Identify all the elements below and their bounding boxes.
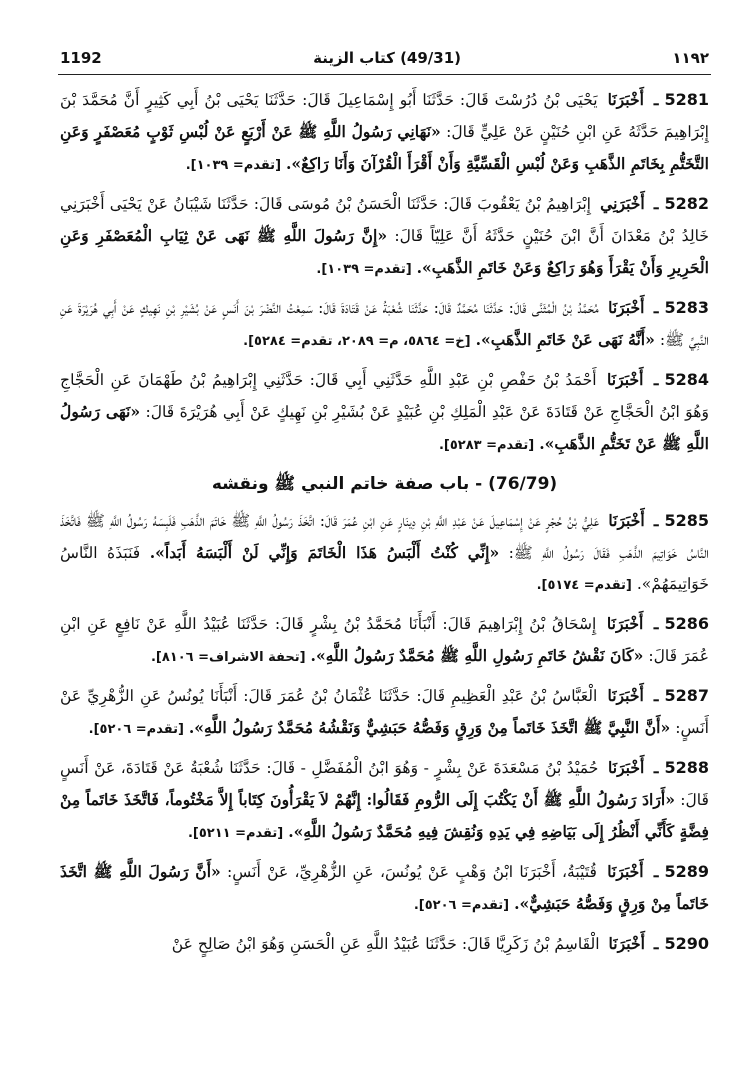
hadith-opening: أَخْبَرَنَا (607, 686, 644, 705)
hadith-entry: 5282ـ أَخْبَرَنِي إِبْرَاهِيمُ بْنُ يَعْقُوبَ قَالَ: حَدَّثَنَا الْحَسَنُ بْنُ مُوسَى قَالَ: حَدَّثَنَا شَيْبَانُ عَنْ يَحْيَى أَخْبَرَنِي خَالِدُ بْنُ مَعْدَانَ أَنَّ ابْنَ حُنَيْنٍ حَدَّثَهُ أَنَّ عَلِيّاً قَالَ: «إِنَّ رَسُولَ اللَّهِ ﷺ نَهَى عَنْ ثِيَابِ الْمُعَصْفَرِ وَعَنِ الْحَرِيرِ وَأَنْ يَقْرَأَ وَهُوَ رَاكِعٌ وَعَنْ خَاتَمِ الذَّهَبِ». [تقدم= ١٠٣٩]. (60, 194, 710, 277)
hadith-entry: 5281ـ أَخْبَرَنَا يَحْيَى بْنُ دُرُسْتَ قَالَ: حَدَّثَنَا أَبُو إِسْمَاعِيلَ قَالَ: حَدَّثَنَا يَحْيَى بْنُ أَبِي كَثِيرٍ أَنَّ مُحَمَّدَ بْنَ إِبْرَاهِيمَ حَدَّثَهُ عَنِ ابْنِ حُنَيْنٍ عَنْ عَلِيٍّ قَالَ: «نَهَانِي رَسُولُ اللَّهِ ﷺ عَنْ أَرْبَعٍ عَنْ لُبْسِ ثَوْبٍ مُعَصْفَرٍ وَعَنِ التَّخَتُّمِ بِخَاتَمِ الذَّهَبِ وَعَنْ لُبْسِ الْقَسِّيَّةِ وَأَنْ أَقْرَأَ الْقُرْآنَ وَأَنَا رَاكِعٌ». [تقدم= ١٠٣٩]. (60, 90, 709, 173)
hadith-reference: [خ= ٥٨٦٤، م= ٢٠٨٩، تقدم= ٥٢٨٤]. (243, 334, 471, 349)
hadith-quote: «إِنَّ رَسُولَ اللَّهِ ﷺ نَهَى عَنْ ثِيَابِ الْمُعَصْفَرِ وَعَنِ الْحَرِيرِ وَأَنْ يَقْرَأَ وَهُوَ رَاكِعٌ وَعَنْ خَاتَمِ الذَّهَبِ». (60, 226, 709, 277)
hadith-reference: [تقدم= ٥١٧٤]. (536, 578, 632, 593)
hadith-entry: 5289ـ أَخْبَرَنَا قُتَيْبَةُ، أَخْبَرَنَا ابْنُ وَهْبٍ عَنْ يُونُسَ، عَنِ الزُّهْرِيِّ، عَنْ أَنَسٍ: «أَنَّ رَسُولَ اللَّهِ ﷺ اتَّخَذَ خَاتَماً مِنْ وَرِقٍ وَفَصُّهُ حَبَشِيٌّ». [تقدم= ٥٢٠٦]. (60, 862, 709, 913)
hadith-chain: الْعَبَّاسُ بْنُ عَبْدِ الْعَظِيمِ قَالَ: حَدَّثَنَا عُثْمَانُ بْنُ عُمَرَ قَالَ: أَنْبَأَنَا يُونُسُ عَنِ الزُّهْرِيِّ عَنْ أَنَسٍ: (60, 687, 709, 737)
hadith-opening: أَخْبَرَنَا (607, 90, 644, 109)
hadith-entry: 5284ـ أَخْبَرَنَا أَحْمَدُ بْنُ حَفْصِ بْنِ عَبْدِ اللَّهِ حَدَّثَنِي أَبِي قَالَ: حَدَّثَنِي إِبْرَاهِيمُ بْنُ طَهْمَانَ عَنِ الْحَجَّاجِ وَهُوَ ابْنُ الْحَجَّاجِ عَنْ قَتَادَةَ عَنْ عَبْدِ الْمَلِكِ بْنِ عُبَيْدٍ عَنْ بُشَيْرِ بْنِ نَهِيكٍ عَنْ أَبِي هُرَيْرَةَ قَالَ: «نَهَى رَسُولُ اللَّهِ ﷺ عَنْ تَخَتُّمِ الذَّهَبِ». [تقدم= ٥٢٨٣]. (60, 370, 709, 453)
hadith-chain: الْقَاسِمُ بْنُ زَكَرِيَّا قَالَ: حَدَّثَنَا عُبَيْدُ اللَّهِ عَنِ الْحَسَنِ وَهُوَ ابْنُ صَالِحٍ عَنْ (171, 935, 600, 953)
hadith-reference: [تحفة الاشراف= ٨١٠٦]. (150, 650, 306, 665)
hadith-reference: [تقدم= ١٠٣٩]. (316, 262, 412, 277)
page-header (60, 46, 709, 70)
hadith-opening: أَخْبَرَنَا (606, 614, 644, 633)
hadith-chain: عَلِيُّ بْنُ حُجْرٍ عَنْ إِسْمَاعِيلَ عَنْ عَبْدِ اللَّهِ بْنِ دِينَارٍ عَنِ ابْنِ عُمَرَ قَالَ: اتَّخَذَ رَسُولُ اللَّهِ ﷺ خَاتَمَ الذَّهَبِ فَلَبِسَهُ رَسُولُ اللَّهِ ﷺ فَاتَّخَذَ النَّاسُ خَوَاتِيمَ الذَّهَبِ فَقَالَ رَسُولُ اللَّهِ ﷺ: (60, 512, 709, 562)
hadith-chain: قُتَيْبَةُ، أَخْبَرَنَا ابْنُ وَهْبٍ عَنْ يُونُسَ، عَنِ الزُّهْرِيِّ، عَنْ أَنَسٍ: (227, 863, 597, 881)
hadith-opening: أَخْبَرَنَا (607, 370, 644, 389)
hadith-quote: «أَنَّهُ نَهَى عَنْ خَاتَمِ الذَّهَبِ». (475, 330, 655, 349)
hadith-quote: «كَانَ نَقْشُ خَاتَمِ رَسُولِ اللَّهِ ﷺ مُحَمَّدٌ رَسُولُ اللَّهِ». (310, 646, 644, 665)
book-title: (49/31) كتاب الزينة (313, 49, 462, 67)
hadith-quote: «نَهَى رَسُولُ اللَّهِ ﷺ عَنْ تَخَتُّمِ الذَّهَبِ». (60, 402, 709, 453)
hadith-entry: 5283ـ أَخْبَرَنَا مُحَمَّدُ بْنُ الْمُثَنَّى قَالَ: حَدَّثَنَا مُحَمَّدٌ قَالَ: حَدَّثَنَا شُعْبَةُ عَنْ قَتَادَةَ قَالَ: سَمِعْتُ النَّضْرَ بْنَ أَنَسٍ عَنْ بُشَيْرِ بْنِ نَهِيكٍ عَنْ أَبِي هُرَيْرَةَ عَنِ النَّبِيِّ ﷺ: «أَنَّهُ نَهَى عَنْ خَاتَمِ الذَّهَبِ». [خ= ٥٨٦٤، م= ٢٠٨٩، تقدم= ٥٢٨٤]. (60, 298, 709, 349)
hadith-entry: 5286ـ أَخْبَرَنَا إِسْحَاقُ بْنُ إِبْرَاهِيمَ قَالَ: أَنْبَأَنَا مُحَمَّدُ بْنُ بِشْرٍ قَالَ: حَدَّثَنَا عُبَيْدُ اللَّهِ عَنْ نَافِعٍ عَنِ ابْنِ عُمَرَ قَالَ: «كَانَ نَقْشُ خَاتَمِ رَسُولِ اللَّهِ ﷺ مُحَمَّدٌ رَسُولُ اللَّهِ». [تحفة الاشراف= ٨١٠٦]. (60, 614, 709, 665)
hadith-chain: يَحْيَى بْنُ دُرُسْتَ قَالَ: حَدَّثَنَا أَبُو إِسْمَاعِيلَ قَالَ: حَدَّثَنَا يَحْيَى بْنُ أَبِي كَثِيرٍ أَنَّ مُحَمَّدَ بْنَ إِبْرَاهِيمَ حَدَّثَهُ عَنِ ابْنِ حُنَيْنٍ عَنْ عَلِيٍّ قَالَ: (60, 91, 709, 141)
header-rule (58, 74, 711, 75)
hadith-quote: «إِنِّي كُنْتُ أَلْبَسُ هَذَا الْخَاتَمَ وَإِنِّي لَنْ أَلْبَسَهُ أَبَداً». (149, 543, 500, 562)
hadith-chain: إِسْحَاقُ بْنُ إِبْرَاهِيمَ قَالَ: أَنْبَأَنَا مُحَمَّدُ بْنُ بِشْرٍ قَالَ: حَدَّثَنَا عُبَيْدُ اللَّهِ عَنْ نَافِعٍ عَنِ ابْنِ عُمَرَ قَالَ: (60, 615, 709, 665)
hadith-reference: [تقدم= ١٠٣٩]. (185, 158, 282, 173)
hadith-opening: أَخْبَرَنَا (608, 511, 645, 530)
hadith-quote: «أَنَّ النَّبِيَّ ﷺ اتَّخَذَ خَاتَماً مِنْ وَرِقٍ وَفَصُّهُ حَبَشِيٌّ وَنَقْشُهُ مُحَمَّدٌ رَسُولُ اللَّهِ». (188, 718, 671, 737)
hadith-number: 5288 (664, 758, 709, 777)
hadith-opening: أَخْبَرَنَا (608, 934, 645, 953)
hadith-number: 5285 (664, 511, 709, 530)
chapter-title: - باب صفة خاتم النبي ﷺ ونقشه (211, 474, 483, 494)
hadith-entry: 5288ـ أَخْبَرَنَا حُمَيْدُ بْنُ مَسْعَدَةَ عَنْ بِشْرٍ - وَهُوَ ابْنُ الْمُفَضَّلِ - قَالَ: حَدَّثَنَا شُعْبَةُ عَنْ قَتَادَةَ، عَنْ أَنَسٍ قَالَ: «أَرَادَ رَسُولُ اللَّهِ ﷺ أَنْ يَكْتُبَ إِلَى الرُّومِ فَقَالُوا: إِنَّهُمْ لاَ يَقْرَأُونَ كِتَاباً إِلاَّ مَخْتُوماً، فَاتَّخَذَ خَاتَماً مِنْ فِضَّةٍ كَأَنِّي أَنْظُرُ إِلَى بَيَاضِهِ فِي يَدِهِ وَنُقِشَ فِيهِ مُحَمَّدٌ رَسُولُ اللَّهِ». [تقدم= ٥٢١١]. (60, 758, 709, 841)
hadith-entry: 5285ـ أَخْبَرَنَا عَلِيُّ بْنُ حُجْرٍ عَنْ إِسْمَاعِيلَ عَنْ عَبْدِ اللَّهِ بْنِ دِينَارٍ عَنِ ابْنِ عُمَرَ قَالَ: اتَّخَذَ رَسُولُ اللَّهِ ﷺ خَاتَمَ الذَّهَبِ فَلَبِسَهُ رَسُولُ اللَّهِ ﷺ فَاتَّخَذَ النَّاسُ خَوَاتِيمَ الذَّهَبِ فَقَالَ رَسُولُ اللَّهِ ﷺ: «إِنِّي كُنْتُ أَلْبَسُ هَذَا الْخَاتَمَ وَإِنِّي لَنْ أَلْبَسَهُ أَبَداً». فَنَبَذَهُ النَّاسُ خَوَاتِيمَهُمْ». [تقدم= ٥١٧٤]. (60, 511, 709, 593)
hadith-tail: فَنَبَذَهُ النَّاسُ خَوَاتِيمَهُمْ». (60, 544, 709, 593)
hadith-opening: أَخْبَرَنَا (607, 758, 645, 777)
hadith-number: 5284 (664, 370, 709, 389)
hadith-quote: «أَرَادَ رَسُولُ اللَّهِ ﷺ أَنْ يَكْتُبَ إِلَى الرُّومِ فَقَالُوا: إِنَّهُمْ لاَ يَقْرَأُونَ كِتَاباً إِلاَّ مَخْتُوماً، فَاتَّخَذَ خَاتَماً مِنْ فِضَّةٍ كَأَنِّي أَنْظُرُ إِلَى بَيَاضِهِ فِي يَدِهِ وَنُقِشَ فِيهِ مُحَمَّدٌ رَسُولُ اللَّهِ». (60, 790, 709, 841)
hadith-opening: أَخْبَرَنِي (600, 194, 645, 213)
hadith-quote: «نَهَانِي رَسُولُ اللَّهِ ﷺ عَنْ أَرْبَعٍ عَنْ لُبْسِ ثَوْبٍ مُعَصْفَرٍ وَعَنِ التَّخَتُّمِ بِخَاتَمِ الذَّهَبِ وَعَنْ لُبْسِ الْقَسِّيَّةِ وَأَنْ أَقْرَأَ الْقُرْآنَ وَأَنَا رَاكِعٌ». (60, 122, 709, 173)
hadith-opening: أَخْبَرَنَا (607, 862, 644, 881)
hadith-chain: مُحَمَّدُ بْنُ الْمُثَنَّى قَالَ: حَدَّثَنَا مُحَمَّدٌ قَالَ: حَدَّثَنَا شُعْبَةُ عَنْ قَتَادَةَ قَالَ: سَمِعْتُ النَّضْرَ بْنَ أَنَسٍ عَنْ بُشَيْرِ بْنِ نَهِيكٍ عَنْ أَبِي هُرَيْرَةَ عَنِ النَّبِيِّ ﷺ: (60, 299, 709, 349)
hadith-number: 5283 (664, 298, 709, 317)
hadith-reference: [تقدم= ٥٢٠٦]. (88, 722, 184, 737)
hadith-entry: 5290ـ أَخْبَرَنَا الْقَاسِمُ بْنُ زَكَرِيَّا قَالَ: حَدَّثَنَا عُبَيْدُ اللَّهِ عَنِ الْحَسَنِ وَهُوَ ابْنُ صَالِحٍ عَنْ (171, 934, 709, 953)
hadith-opening: أَخْبَرَنَا (608, 298, 645, 317)
hadith-chain: حُمَيْدُ بْنُ مَسْعَدَةَ عَنْ بِشْرٍ - وَهُوَ ابْنُ الْمُفَضَّلِ - قَالَ: حَدَّثَنَا شُعْبَةُ عَنْ قَتَادَةَ، عَنْ أَنَسٍ قَالَ: (60, 759, 709, 809)
page-number-latin: 1192 (60, 49, 102, 67)
chapter-heading (60, 471, 709, 497)
hadith-number: 5281 (664, 90, 709, 109)
chapter-number: (76/79) (488, 474, 558, 494)
hadith-reference: [تقدم= ٥٢١١]. (187, 826, 284, 841)
hadith-chain: أَحْمَدُ بْنُ حَفْصِ بْنِ عَبْدِ اللَّهِ حَدَّثَنِي أَبِي قَالَ: حَدَّثَنِي إِبْرَاهِيمُ بْنُ طَهْمَانَ عَنِ الْحَجَّاجِ وَهُوَ ابْنُ الْحَجَّاجِ عَنْ قَتَادَةَ عَنْ عَبْدِ الْمَلِكِ بْنِ عُبَيْدٍ عَنْ بُشَيْرِ بْنِ نَهِيكٍ عَنْ أَبِي هُرَيْرَةَ قَالَ: (60, 371, 709, 421)
hadith-chain: إِبْرَاهِيمُ بْنُ يَعْقُوبَ قَالَ: حَدَّثَنَا الْحَسَنُ بْنُ مُوسَى قَالَ: حَدَّثَنَا شَيْبَانُ عَنْ يَحْيَى أَخْبَرَنِي خَالِدُ بْنُ مَعْدَانَ أَنَّ ابْنَ حُنَيْنٍ حَدَّثَهُ أَنَّ عَلِيّاً قَالَ: (60, 195, 710, 245)
hadith-number: 5286 (664, 614, 709, 633)
hadith-number: 5282 (664, 194, 709, 213)
page-content (60, 84, 709, 1054)
hadith-reference: [تقدم= ٥٢٨٣]. (438, 438, 535, 453)
hadith-number: 5289 (664, 862, 709, 881)
hadith-entry: 5287ـ أَخْبَرَنَا الْعَبَّاسُ بْنُ عَبْدِ الْعَظِيمِ قَالَ: حَدَّثَنَا عُثْمَانُ بْنُ عُمَرَ قَالَ: أَنْبَأَنَا يُونُسُ عَنِ الزُّهْرِيِّ عَنْ أَنَسٍ: «أَنَّ النَّبِيَّ ﷺ اتَّخَذَ خَاتَماً مِنْ وَرِقٍ وَفَصُّهُ حَبَشِيٌّ وَنَقْشُهُ مُحَمَّدٌ رَسُولُ اللَّهِ». [تقدم= ٥٢٠٦]. (60, 686, 709, 737)
hadith-quote: «أَنَّ رَسُولَ اللَّهِ ﷺ اتَّخَذَ خَاتَماً مِنْ وَرِقٍ وَفَصُّهُ حَبَشِيٌّ». (60, 862, 709, 913)
hadith-reference: [تقدم= ٥٢٠٦]. (413, 898, 510, 913)
hadith-number: 5287 (664, 686, 709, 705)
page-number-arabic: ١١٩٢ (672, 49, 709, 67)
hadith-number: 5290 (664, 934, 709, 953)
